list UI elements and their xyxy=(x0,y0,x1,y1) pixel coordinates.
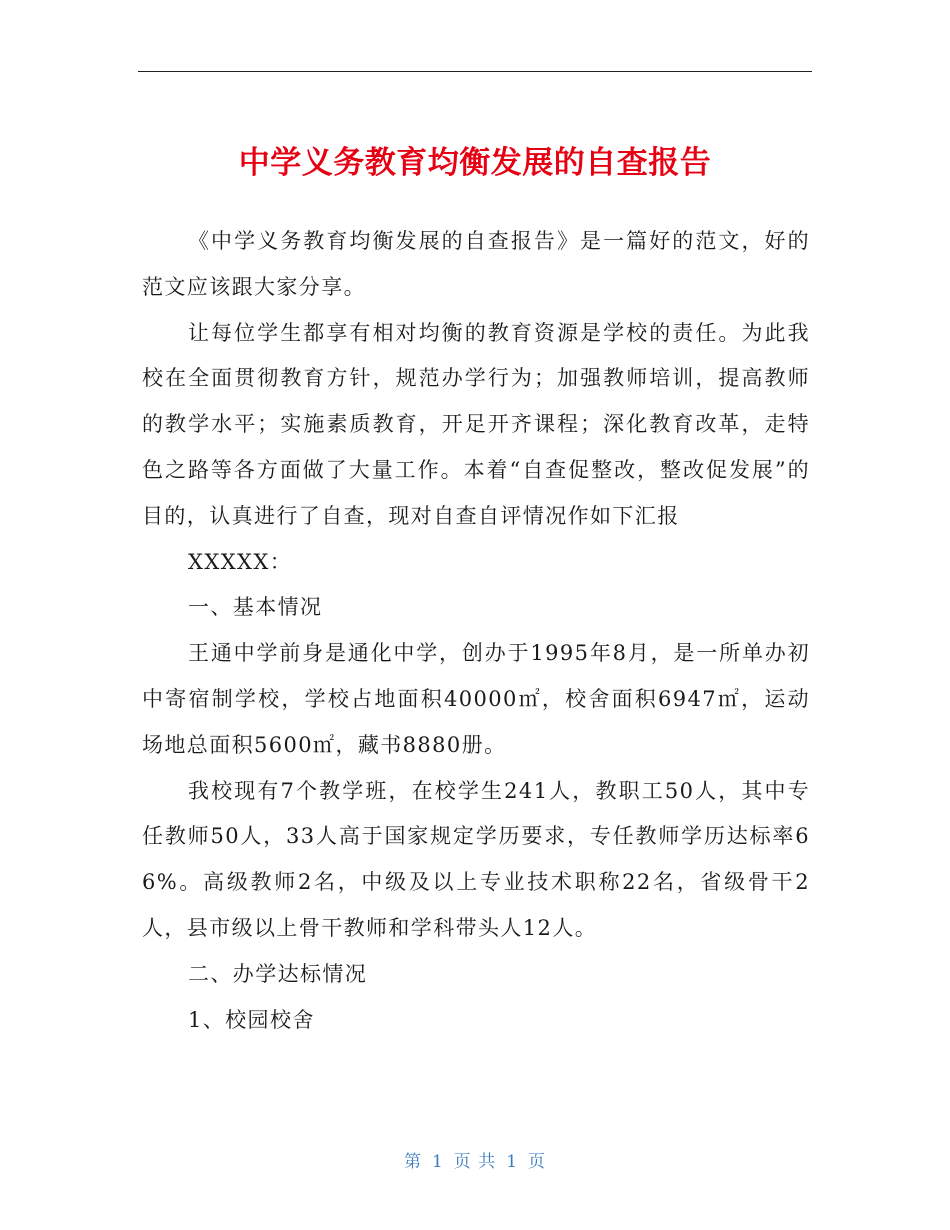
paragraph-school-history: 王通中学前身是通化中学，创办于1995年8月，是一所单办初中寄宿制学校，学校占地面积40000㎡，校舍面积6947㎡，运动场地总面积5600㎡，藏书8880册。 xyxy=(142,641,810,757)
document-title: 中学义务教育均衡发展的自查报告 xyxy=(238,144,712,181)
footer-prefix: 第 xyxy=(403,1152,422,1172)
footer-current-page: 1 xyxy=(431,1152,444,1172)
footer-suffix: 页 xyxy=(528,1152,547,1172)
paragraph-intro: 《中学义务教育均衡发展的自查报告》是一篇好的范文，好的范文应该跟大家分享。 xyxy=(142,229,810,299)
paragraph-overview: 让每位学生都享有相对均衡的教育资源是学校的责任。为此我校在全面贯彻教育方针，规范办学行为；加强教师培训，提高教师的教学水平；实施素质教育，开足开齐课程；深化教育改革，走特色之路等各方面做了大量工作。本着“自查促整改，整改促发展”的目的，认真进行了自查，现对自查自评情况作如下汇报 xyxy=(142,320,810,528)
section-heading-standards: 二、办学达标情况 xyxy=(188,961,368,986)
footer-total-pages: 1 xyxy=(506,1152,519,1172)
paragraph-salutation: XXXXX： xyxy=(188,549,293,574)
paragraph-staff-stats: 我校现有7个教学班，在校学生241人，教职工50人，其中专任教师50人，33人高于国家规定学历要求，专任教师学历达标率66%。高级教师2名，中级及以上专业技术职称22名，省级骨干2人，县市级以上骨干教师和学科带头人12人。 xyxy=(142,778,810,940)
subsection-heading-campus: 1、校园校舍 xyxy=(188,1007,315,1032)
page-footer xyxy=(0,1148,950,1176)
document-body xyxy=(142,219,810,1043)
footer-mid: 页 共 xyxy=(453,1152,497,1172)
header-rule xyxy=(138,71,812,72)
section-heading-basic-info: 一、基本情况 xyxy=(188,595,323,620)
